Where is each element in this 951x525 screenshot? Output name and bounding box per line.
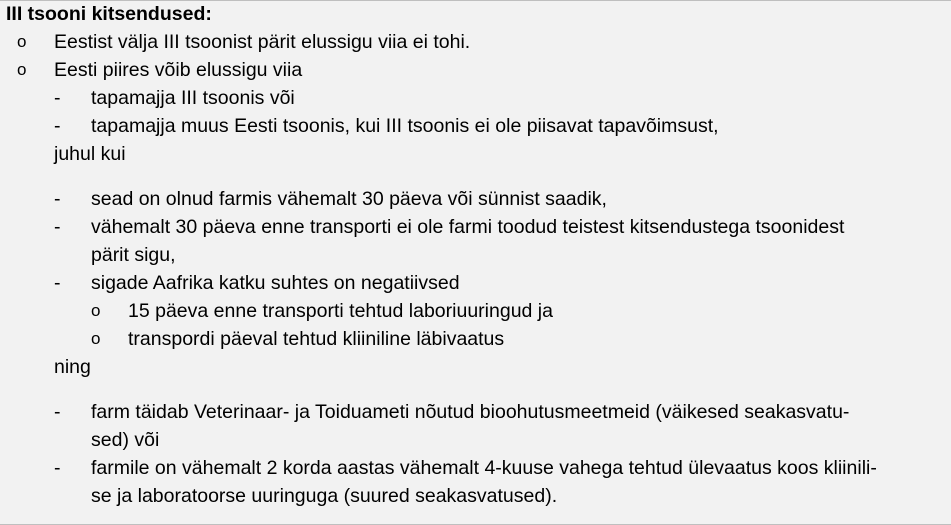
list-item-continuation: sed) või bbox=[91, 429, 160, 451]
dash-bullet-icon: - bbox=[54, 401, 61, 423]
list-item: farmile on vähemalt 2 korda aastas vähemalt 4-kuuse vahega tehtud ülevaatus koos kliinili- bbox=[91, 457, 877, 479]
dash-bullet-icon: - bbox=[54, 272, 61, 294]
dash-bullet-icon: - bbox=[54, 87, 61, 109]
list-item: tapamajja muus Eesti tsoonis, kui III tsoonis ei ole piisavat tapavõimsust, bbox=[91, 115, 719, 137]
list-item: 15 päeva enne transporti tehtud laboriuuringud ja bbox=[128, 300, 553, 322]
list-item-continuation: se ja laboratoorse uuringuga (suured seakasvatused). bbox=[91, 485, 558, 507]
list-item: sigade Aafrika katku suhtes on negatiivsed bbox=[91, 272, 460, 294]
dash-bullet-icon: - bbox=[54, 216, 61, 238]
circle-bullet-icon: o bbox=[91, 301, 101, 320]
list-item: transpordi päeval tehtud kliiniline läbivaatus bbox=[128, 328, 505, 350]
dash-bullet-icon: - bbox=[54, 188, 61, 210]
list-item: sead on olnud farmis vähemalt 30 päeva või sünnist saadik, bbox=[91, 188, 607, 210]
circle-bullet-icon: o bbox=[17, 32, 27, 51]
list-item: vähemalt 30 päeva enne transporti ei ole farmi toodud teistest kitsendustega tsoonidest bbox=[91, 216, 845, 238]
section-heading: III tsooni kitsendused: bbox=[6, 3, 212, 25]
list-item: tapamajja III tsoonis või bbox=[91, 87, 295, 109]
list-item: Eestist välja III tsoonist pärit elussigu viia ei tohi. bbox=[54, 31, 471, 53]
dash-bullet-icon: - bbox=[54, 457, 61, 479]
condition-intro: juhul kui bbox=[54, 143, 126, 165]
list-item-continuation: pärit sigu, bbox=[91, 244, 176, 266]
list-item: farm täidab Veterinaar- ja Toiduameti nõutud bioohutusmeetmeid (väikesed seakasvatu- bbox=[91, 401, 850, 423]
list-item: Eesti piires võib elussigu viia bbox=[54, 59, 303, 81]
circle-bullet-icon: o bbox=[17, 60, 27, 79]
circle-bullet-icon: o bbox=[91, 329, 101, 348]
connector-text: ning bbox=[54, 356, 91, 378]
dash-bullet-icon: - bbox=[54, 115, 61, 137]
